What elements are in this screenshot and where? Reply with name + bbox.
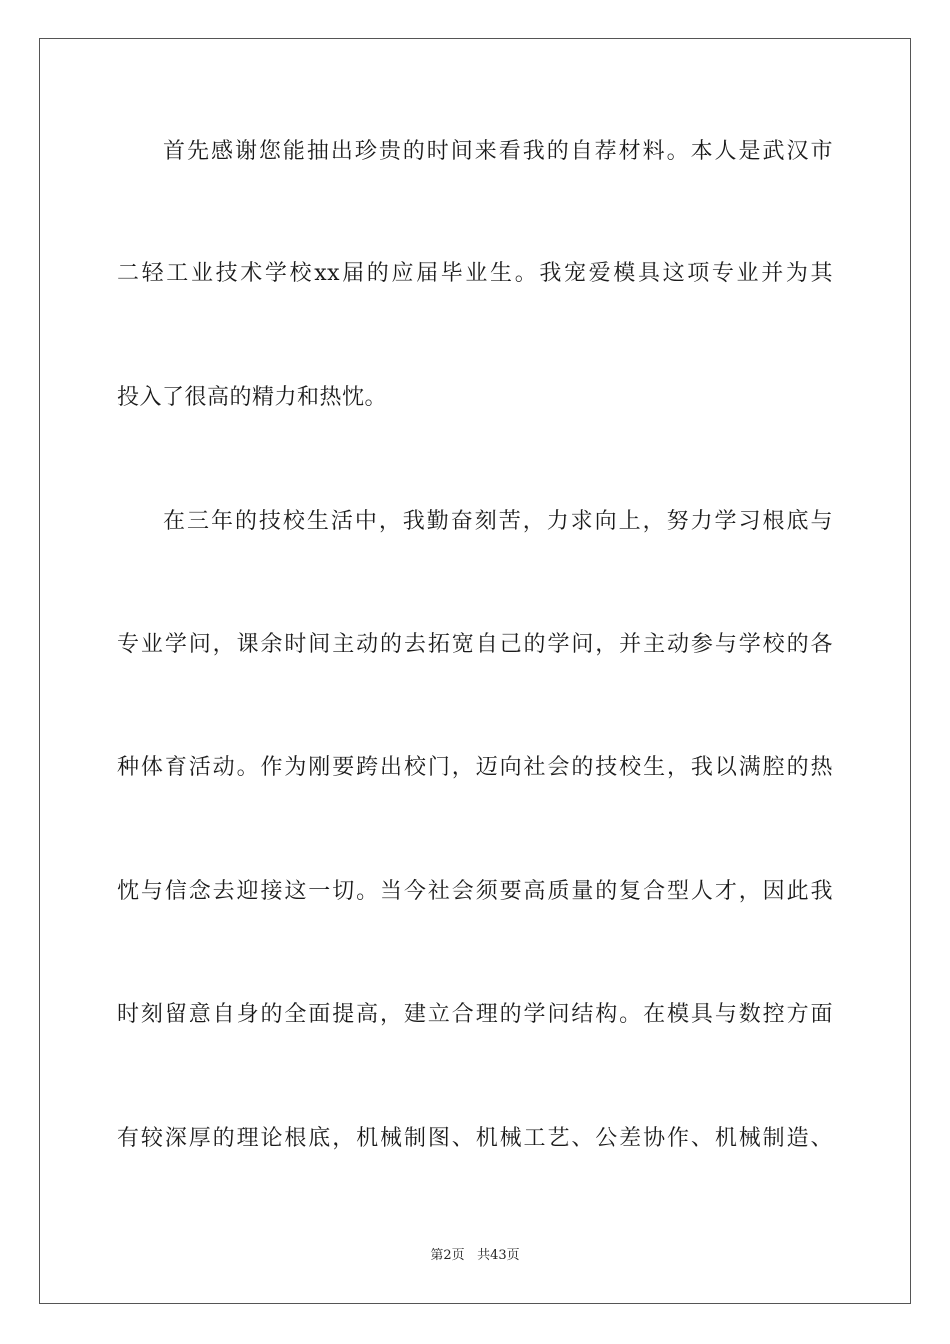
page-border <box>39 38 911 1304</box>
paragraph-1-line-2: 二轻工业技术学校xx届的应届毕业生。我宠爱模具这项专业并为其 <box>117 261 833 286</box>
page-total: 共43页 <box>477 1248 520 1263</box>
paragraph-2-line-5: 时刻留意自身的全面提高，建立合理的学问结构。在模具与数控方面 <box>117 1002 833 1027</box>
paragraph-2-line-2: 专业学问，课余时间主动的去拓宽自己的学问，并主动参与学校的各 <box>117 632 833 657</box>
paragraph-1-line-1: 首先感谢您能抽出珍贵的时间来看我的自荐材料。本人是武汉市 <box>163 139 833 164</box>
paragraph-2-line-1: 在三年的技校生活中，我勤奋刻苦，力求向上，努力学习根底与 <box>163 509 833 534</box>
page-footer <box>0 1247 950 1265</box>
page-number: 第2页 <box>430 1248 465 1263</box>
paragraph-2-line-3: 种体育活动。作为刚要跨出校门，迈向社会的技校生，我以满腔的热 <box>117 755 833 780</box>
paragraph-2-line-4: 忱与信念去迎接这一切。当今社会须要高质量的复合型人才，因此我 <box>117 879 833 904</box>
paragraph-1-line-3: 投入了很高的精力和热忱。 <box>117 385 388 410</box>
paragraph-2-line-6: 有较深厚的理论根底，机械制图、机械工艺、公差协作、机械制造、 <box>117 1126 833 1151</box>
